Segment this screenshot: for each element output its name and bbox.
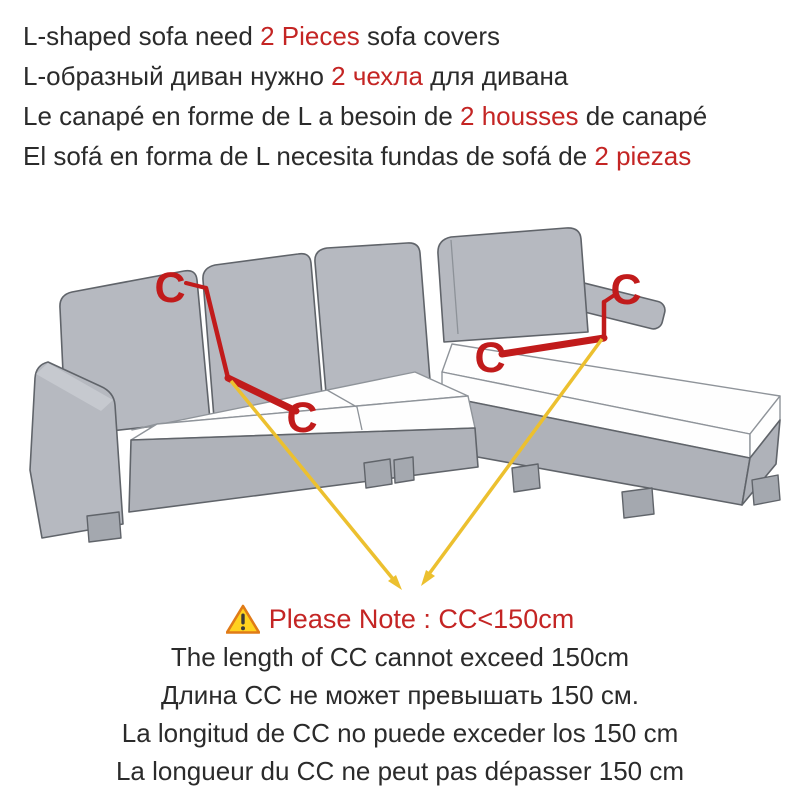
note-title: Please Note : CC<150cm (268, 604, 575, 634)
note-line-es: La longitud de CC no puede exceder los 150 cm (121, 718, 679, 748)
measure-label-c: C (474, 334, 506, 382)
measure-label-c: C (286, 394, 318, 442)
chaise-leg (512, 464, 540, 492)
sofa-leg (394, 457, 414, 483)
arrow-right-head (421, 570, 435, 586)
measure-line-chaise-thick (502, 338, 604, 354)
header-line-highlight: 2 piezas (594, 141, 692, 171)
note-title-row (0, 600, 800, 638)
sofa-leg (364, 459, 392, 488)
chaise-backrest (438, 228, 588, 342)
chaise-leg (752, 475, 780, 505)
measure-label-c: C (610, 266, 642, 314)
header-line-highlight: 2 Pieces (260, 21, 360, 51)
header-line-text: de canapé (578, 101, 708, 131)
note-block (0, 600, 800, 790)
header-line-text: Le canapé en forme de L a besoin de (23, 101, 461, 131)
header-line-highlight: 2 чехла (331, 61, 423, 91)
warning-triangle-icon (226, 603, 260, 635)
header-line-highlight: 2 housses (460, 101, 579, 131)
header-line-text: для дивана (422, 61, 569, 91)
header-line-text: El sofá en forma de L necesita fundas de sofá de (23, 141, 595, 171)
back-cushion-3 (315, 243, 430, 393)
chaise-leg (622, 488, 654, 518)
measure-label-c: C (154, 264, 186, 312)
note-line-fr: La longueur du CC ne peut pas dépasser 150 cm (115, 756, 685, 786)
header-line-text: L-образный диван нужно (23, 61, 332, 91)
header-line-text: L-shaped sofa need (23, 21, 261, 51)
note-line-ru: Длина CC не может превышать 150 см. (161, 680, 639, 710)
note-line-en: The length of CC cannot exceed 150cm (170, 642, 630, 672)
sofa-leg (87, 512, 121, 542)
header-line-text: sofa covers (359, 21, 500, 51)
